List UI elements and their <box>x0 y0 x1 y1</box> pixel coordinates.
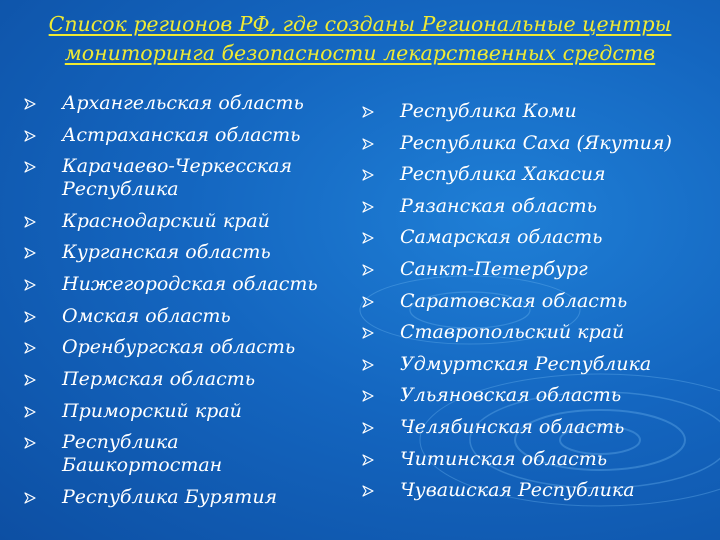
arrowhead-bullet-icon <box>24 374 36 386</box>
arrowhead-bullet-icon <box>24 130 36 142</box>
region-name: Чувашская Республика <box>400 479 635 502</box>
region-list-item <box>24 273 344 296</box>
region-name: Нижегородская область <box>62 272 318 295</box>
arrowhead-bullet-icon <box>24 311 36 323</box>
region-name: Пермская область <box>62 368 256 390</box>
region-name: Краснодарский край <box>62 209 270 232</box>
arrowhead-bullet-icon <box>24 216 36 228</box>
region-name: Республика Хакасия <box>400 163 606 186</box>
arrowhead-bullet-icon <box>24 98 36 110</box>
region-list-item <box>362 132 712 155</box>
arrowhead-bullet-icon <box>362 422 374 434</box>
arrowhead-bullet-icon <box>24 247 36 259</box>
left-region-list <box>24 92 344 517</box>
region-list-item <box>362 100 712 123</box>
region-list-item <box>24 400 344 423</box>
region-list-item <box>362 448 712 471</box>
arrowhead-bullet-icon <box>362 296 374 308</box>
arrowhead-bullet-icon <box>24 492 36 504</box>
region-list-item <box>24 431 344 476</box>
arrowhead-bullet-icon <box>362 359 374 371</box>
arrowhead-bullet-icon <box>362 106 374 118</box>
region-list-item <box>362 258 712 281</box>
arrowhead-bullet-icon <box>362 264 374 276</box>
arrowhead-bullet-icon <box>24 161 36 173</box>
arrowhead-bullet-icon <box>362 138 374 150</box>
region-name: Архангельская область <box>62 92 304 114</box>
region-list-item <box>24 336 344 359</box>
region-name: Курганская область <box>62 241 271 264</box>
region-name: Приморский край <box>62 399 242 422</box>
region-name: Республика Коми <box>400 100 577 122</box>
region-list-item <box>362 479 712 502</box>
region-name: Карачаево-Черкесская Республика <box>62 155 293 200</box>
region-list-item <box>24 486 344 509</box>
arrowhead-bullet-icon <box>362 485 374 497</box>
region-name: Рязанская область <box>400 194 597 217</box>
region-list-item <box>24 155 344 200</box>
region-list-item <box>362 195 712 218</box>
region-list-item <box>24 92 344 115</box>
arrowhead-bullet-icon <box>24 279 36 291</box>
region-name: Санкт-Петербург <box>400 257 588 280</box>
region-name: Оренбургская область <box>62 336 296 359</box>
slide-title-line-2: мониторинга безопасности лекарственных средств <box>64 41 656 65</box>
arrowhead-bullet-icon <box>362 454 374 466</box>
region-name: Удмуртская Республика <box>400 352 652 375</box>
arrowhead-bullet-icon <box>24 437 36 449</box>
region-list-item <box>362 384 712 407</box>
region-name: Республика Башкортостан <box>62 431 223 476</box>
region-name: Челябинская область <box>400 415 625 438</box>
region-list-item <box>362 163 712 186</box>
arrowhead-bullet-icon <box>362 390 374 402</box>
right-region-list <box>362 100 712 511</box>
slide-title <box>10 10 710 68</box>
region-name: Саратовская область <box>400 289 628 312</box>
region-list-item <box>362 290 712 313</box>
region-name: Астраханская область <box>62 123 301 146</box>
region-list-item <box>24 210 344 233</box>
region-name: Республика Бурятия <box>62 485 278 508</box>
slide-title-line-1: Список регионов РФ, где созданы Региональные центры <box>48 12 672 36</box>
region-name: Ставропольский край <box>400 321 625 344</box>
arrowhead-bullet-icon <box>362 232 374 244</box>
region-list-item <box>24 305 344 328</box>
arrowhead-bullet-icon <box>24 342 36 354</box>
region-list-item <box>24 241 344 264</box>
region-list-item <box>24 124 344 147</box>
arrowhead-bullet-icon <box>362 201 374 213</box>
region-name: Республика Саха (Якутия) <box>400 131 672 154</box>
region-list-item <box>362 226 712 249</box>
arrowhead-bullet-icon <box>362 169 374 181</box>
region-list-item <box>362 321 712 344</box>
region-list-item <box>24 368 344 391</box>
region-name: Самарская область <box>400 226 603 249</box>
region-name: Омская область <box>62 304 231 327</box>
region-list-item <box>362 353 712 376</box>
arrowhead-bullet-icon <box>24 406 36 418</box>
region-name: Ульяновская область <box>400 384 622 407</box>
region-list-item <box>362 416 712 439</box>
arrowhead-bullet-icon <box>362 327 374 339</box>
region-name: Читинская область <box>400 447 608 470</box>
